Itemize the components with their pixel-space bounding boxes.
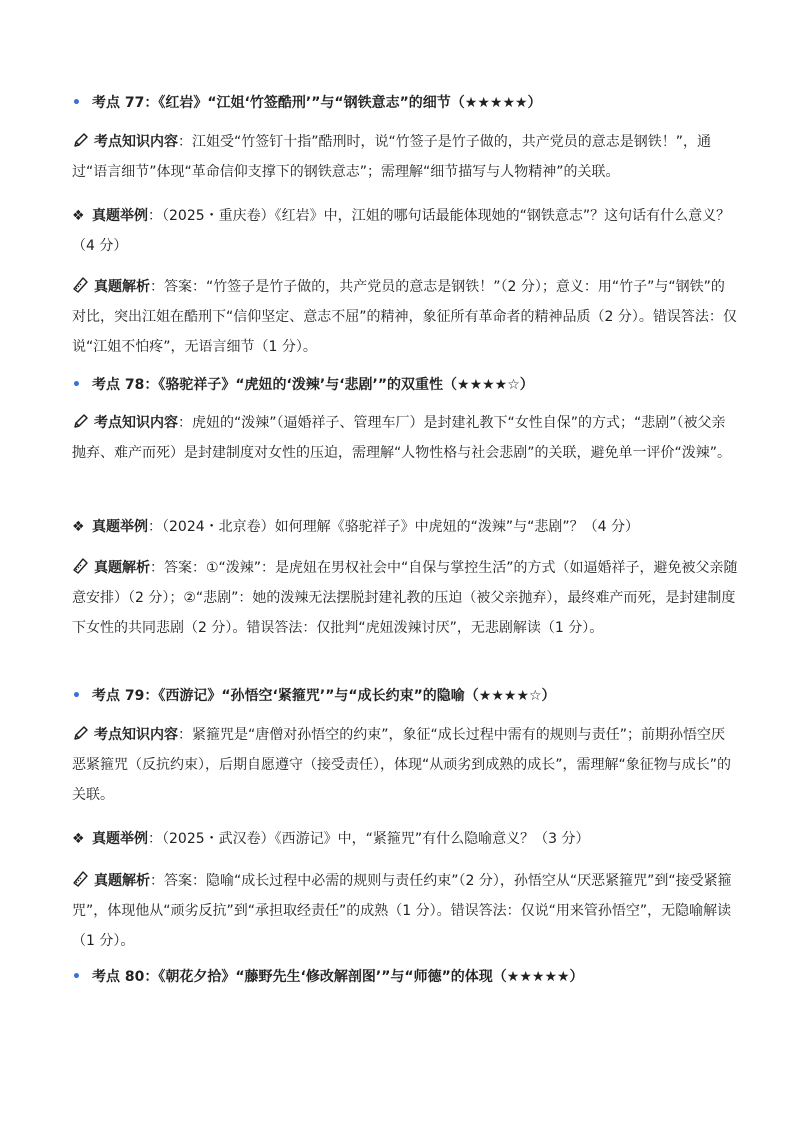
- point-79-exam: ❖ 真题举例：（2025・武汉卷）《西游记》中，“紧箍咒”有什么隐喻意义？（3 分）: [72, 824, 738, 854]
- diamond-icon: ❖: [72, 519, 85, 535]
- pencil-icon: [72, 412, 94, 430]
- point-79-heading: • 考点 79：《西游记》“孙悟空‘紧箍咒’”与“成长约束”的隐喻（★★★★☆）: [72, 688, 556, 704]
- point-78-heading: • 考点 78：《骆驼祥子》“虎妞的‘泼辣’与‘悲剧’”的双重性（★★★★☆）: [72, 377, 534, 393]
- point-79-knowledge: 考点知识内容：紧箍咒是“唐僧对孙悟空的约束”，象征“成长过程中需有的规则与责任”；前期孙悟空厌恶紧箍咒（反抗约束），后期自愿遵守（接受责任），体现“从顽劣到成熟的成长”，需理解“象征物与成长”的关联。: [72, 720, 738, 810]
- bullet-icon: •: [72, 95, 81, 111]
- bullet-icon: •: [72, 969, 81, 985]
- point-77-knowledge: 考点知识内容：江姐受“竹签钉十指”酷刑时，说“竹签子是竹子做的，共产党员的意志是钢铁！”，通过“语言细节”体现“革命信仰支撑下的钢铁意志”；需理解“细节描写与人物精神”的关联。: [72, 127, 738, 187]
- point-77-exam: ❖ 真题举例：（2025・重庆卷）《红岩》中，江姐的哪句话最能体现她的“钢铁意志”？这句话有什么意义？（4 分）: [72, 201, 738, 261]
- ruler-pencil-icon: [72, 557, 94, 575]
- pencil-icon: [72, 131, 94, 149]
- point-78-knowledge: 考点知识内容：虎妞的“泼辣”（逼婚祥子、管理车厂）是封建礼教下“女性自保”的方式；“悲剧”（被父亲抛弃、难产而死）是封建制度对女性的压迫，需理解“人物性格与社会悲剧”的关联，避免单一评价“泼辣”。: [72, 408, 738, 468]
- diamond-icon: ❖: [72, 831, 85, 847]
- point-77-heading: • 考点 77：《红岩》“江姐‘竹签酷刑’”与“钢铁意志”的细节（★★★★★）: [72, 95, 542, 111]
- diamond-icon: ❖: [72, 208, 85, 224]
- pencil-icon: [72, 724, 94, 742]
- point-77-analysis: 真题解析：答案：“竹签子是竹子做的，共产党员的意志是钢铁！”（2 分）；意义：用“竹子”与“钢铁”的对比，突出江姐在酷刑下“信仰坚定、意志不屈”的精神，象征所有革命者的精神品质（2 分）。错误答法：仅说“江姐不怕疼”，无语言细节（1 分）。: [72, 272, 738, 362]
- point-79-analysis: 真题解析：答案：隐喻“成长过程中必需的规则与责任约束”（2 分），孙悟空从“厌恶紧箍咒”到“接受紧箍咒”，体现他从“顽劣反抗”到“承担取经责任”的成熟（1 分）。错误答法：仅说“用来管孙悟空”，无隐喻解读（1 分）。: [72, 866, 738, 956]
- point-80-heading: • 考点 80：《朝花夕拾》“藤野先生‘修改解剖图’”与“师德”的体现（★★★★★）: [72, 969, 584, 985]
- point-78-analysis: 真题解析：答案：①“泼辣”：是虎妞在男权社会中“自保与掌控生活”的方式（如逼婚祥子，避免被父亲随意安排）（2 分）；②“悲剧”：她的泼辣无法摆脱封建礼教的压迫（被父亲抛弃），最终难产而死，是封建制度下女性的共同悲剧（2 分）。错误答法：仅批判“虎妞泼辣讨厌”，无悲剧解读（1 分）。: [72, 553, 738, 643]
- bullet-icon: •: [72, 688, 81, 704]
- bullet-icon: •: [72, 377, 81, 393]
- point-78-exam: ❖ 真题举例：（2024・北京卷）如何理解《骆驼祥子》中虎妞的“泼辣”与“悲剧”？（4 分）: [72, 512, 738, 542]
- ruler-pencil-icon: [72, 276, 94, 294]
- ruler-pencil-icon: [72, 870, 94, 888]
